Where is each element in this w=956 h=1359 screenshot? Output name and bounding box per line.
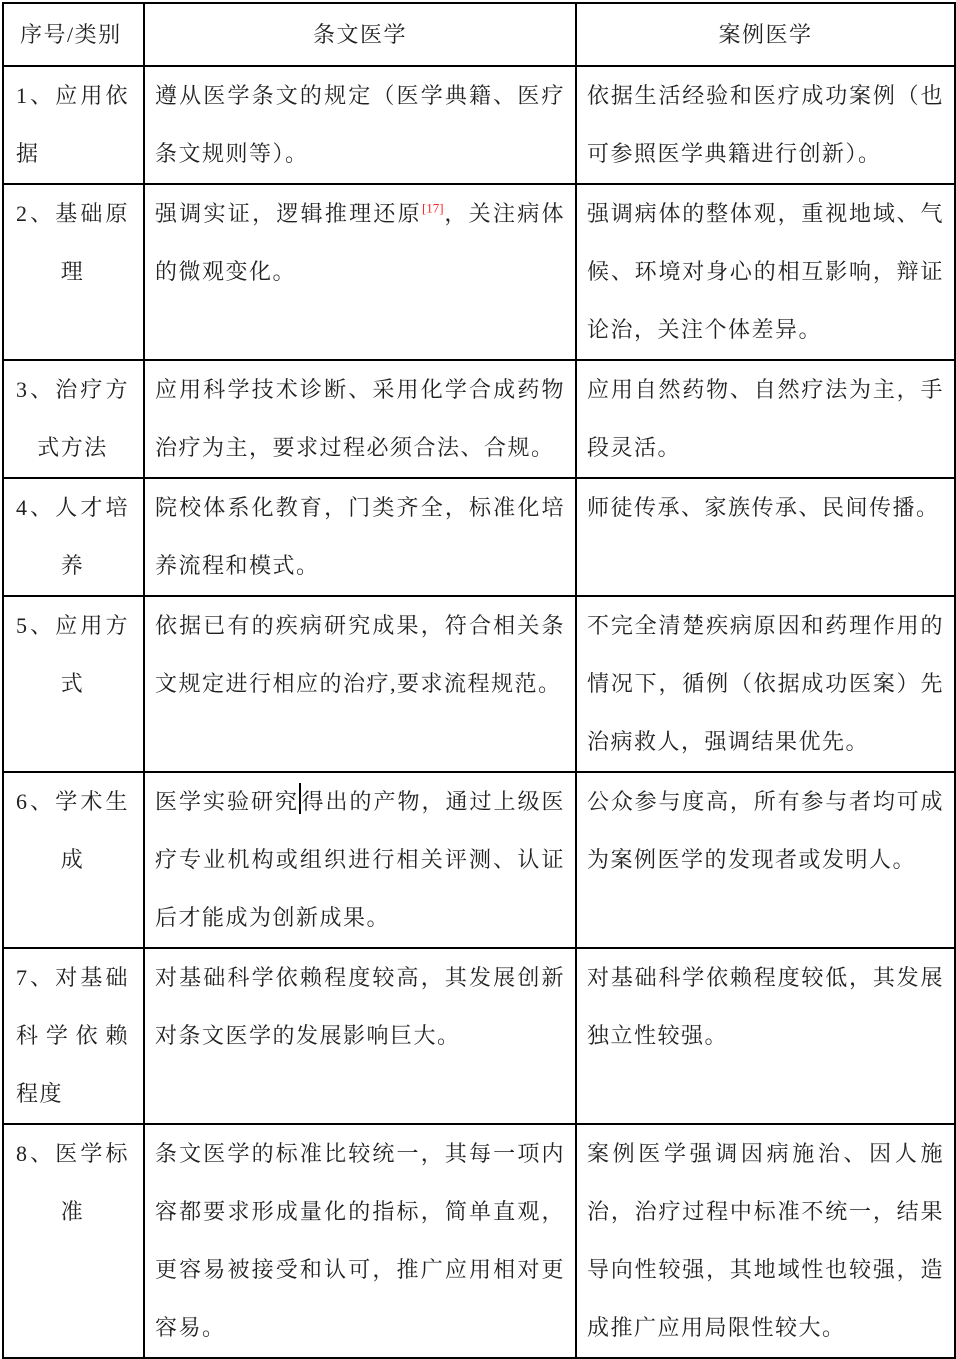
cell-tiaowen-3[interactable]: 应用科学技术诊断、采用化学合成药物治疗为主，要求过程必须合法、合规。: [144, 360, 576, 478]
cell-tiaowen-7[interactable]: 对基础科学依赖程度较高，其发展创新对条文医学的发展影响巨大。: [144, 948, 576, 1124]
table-row-medical-standard: [3, 1124, 955, 1358]
cell-anli-2[interactable]: 强调病体的整体观，重视地域、气候、环境对身心的相互影响，辩证论治，关注个体差异。: [576, 184, 955, 360]
cell-category-8[interactable]: 8、医学标准: [3, 1124, 144, 1358]
citation-ref-17: [17]: [421, 200, 444, 216]
cell-text: 强调实证，逻辑推理还原: [155, 201, 422, 226]
cell-tiaowen-8[interactable]: 条文医学的标准比较统一，其每一项内容都要求形成量化的指标，简单直观，更容易被接受和认可，推广应用相对更容易。: [144, 1124, 576, 1358]
table-row-basic-principle: [3, 184, 955, 360]
cell-category-3[interactable]: 3、治疗方式方法: [3, 360, 144, 478]
cell-category-6[interactable]: 6、学术生成: [3, 772, 144, 948]
cell-anli-6[interactable]: 公众参与度高，所有参与者均可成为案例医学的发现者或发明人。: [576, 772, 955, 948]
cell-anli-8[interactable]: 案例医学强调因病施治、因人施治，治疗过程中标准不统一，结果导向性较强，其地域性也较强，造成推广应用局限性较大。: [576, 1124, 955, 1358]
header-category[interactable]: 序号/类别: [3, 3, 144, 66]
header-anli-medicine[interactable]: 案例医学: [576, 3, 955, 66]
cell-tiaowen-6[interactable]: [144, 772, 576, 948]
cell-tiaowen-5[interactable]: 依据已有的疾病研究成果，符合相关条文规定进行相应的治疗,要求流程规范。: [144, 596, 576, 772]
cell-tiaowen-1[interactable]: 遵从医学条文的规定（医学典籍、医疗条文规则等）。: [144, 66, 576, 184]
table-row-application-mode: [3, 596, 955, 772]
cell-text: 得出的产物，通过上级医疗专业机构或组织进行相关评测、认证后才能成为创新成果。: [155, 789, 565, 930]
table-row-science-dependence: [3, 948, 955, 1124]
cell-anli-1[interactable]: 依据生活经验和医疗成功案例（也可参照医学典籍进行创新）。: [576, 66, 955, 184]
table-row-treatment-methods: [3, 360, 955, 478]
medicine-comparison-table: [2, 2, 956, 1359]
cell-anli-3[interactable]: 应用自然药物、自然疗法为主，手段灵活。: [576, 360, 955, 478]
cell-category-2[interactable]: 2、基础原理: [3, 184, 144, 360]
table-row-academic-generation: [3, 772, 955, 948]
cell-text: 医学实验研究: [155, 789, 299, 814]
cell-anli-5[interactable]: 不完全清楚疾病原因和药理作用的情况下，循例（依据成功医案）先治病救人，强调结果优先。: [576, 596, 955, 772]
header-row: [3, 3, 955, 66]
cell-anli-7[interactable]: 对基础科学依赖程度较低，其发展独立性较强。: [576, 948, 955, 1124]
cell-text: ，关注病体的微观变化。: [155, 201, 565, 284]
cell-category-4[interactable]: 4、人才培养: [3, 478, 144, 596]
cell-category-1[interactable]: 1、应用依据: [3, 66, 144, 184]
cell-tiaowen-4[interactable]: 院校体系化教育，门类齐全，标准化培养流程和模式。: [144, 478, 576, 596]
table-row-talent-training: [3, 478, 955, 596]
cell-category-7[interactable]: 7、对基础科学依赖程度: [3, 948, 144, 1124]
table-row-application-basis: [3, 66, 955, 184]
cell-tiaowen-2[interactable]: [144, 184, 576, 360]
header-tiaowen-medicine[interactable]: 条文医学: [144, 3, 576, 66]
cell-category-5[interactable]: 5、应用方式: [3, 596, 144, 772]
cell-anli-4[interactable]: 师徒传承、家族传承、民间传播。: [576, 478, 955, 596]
